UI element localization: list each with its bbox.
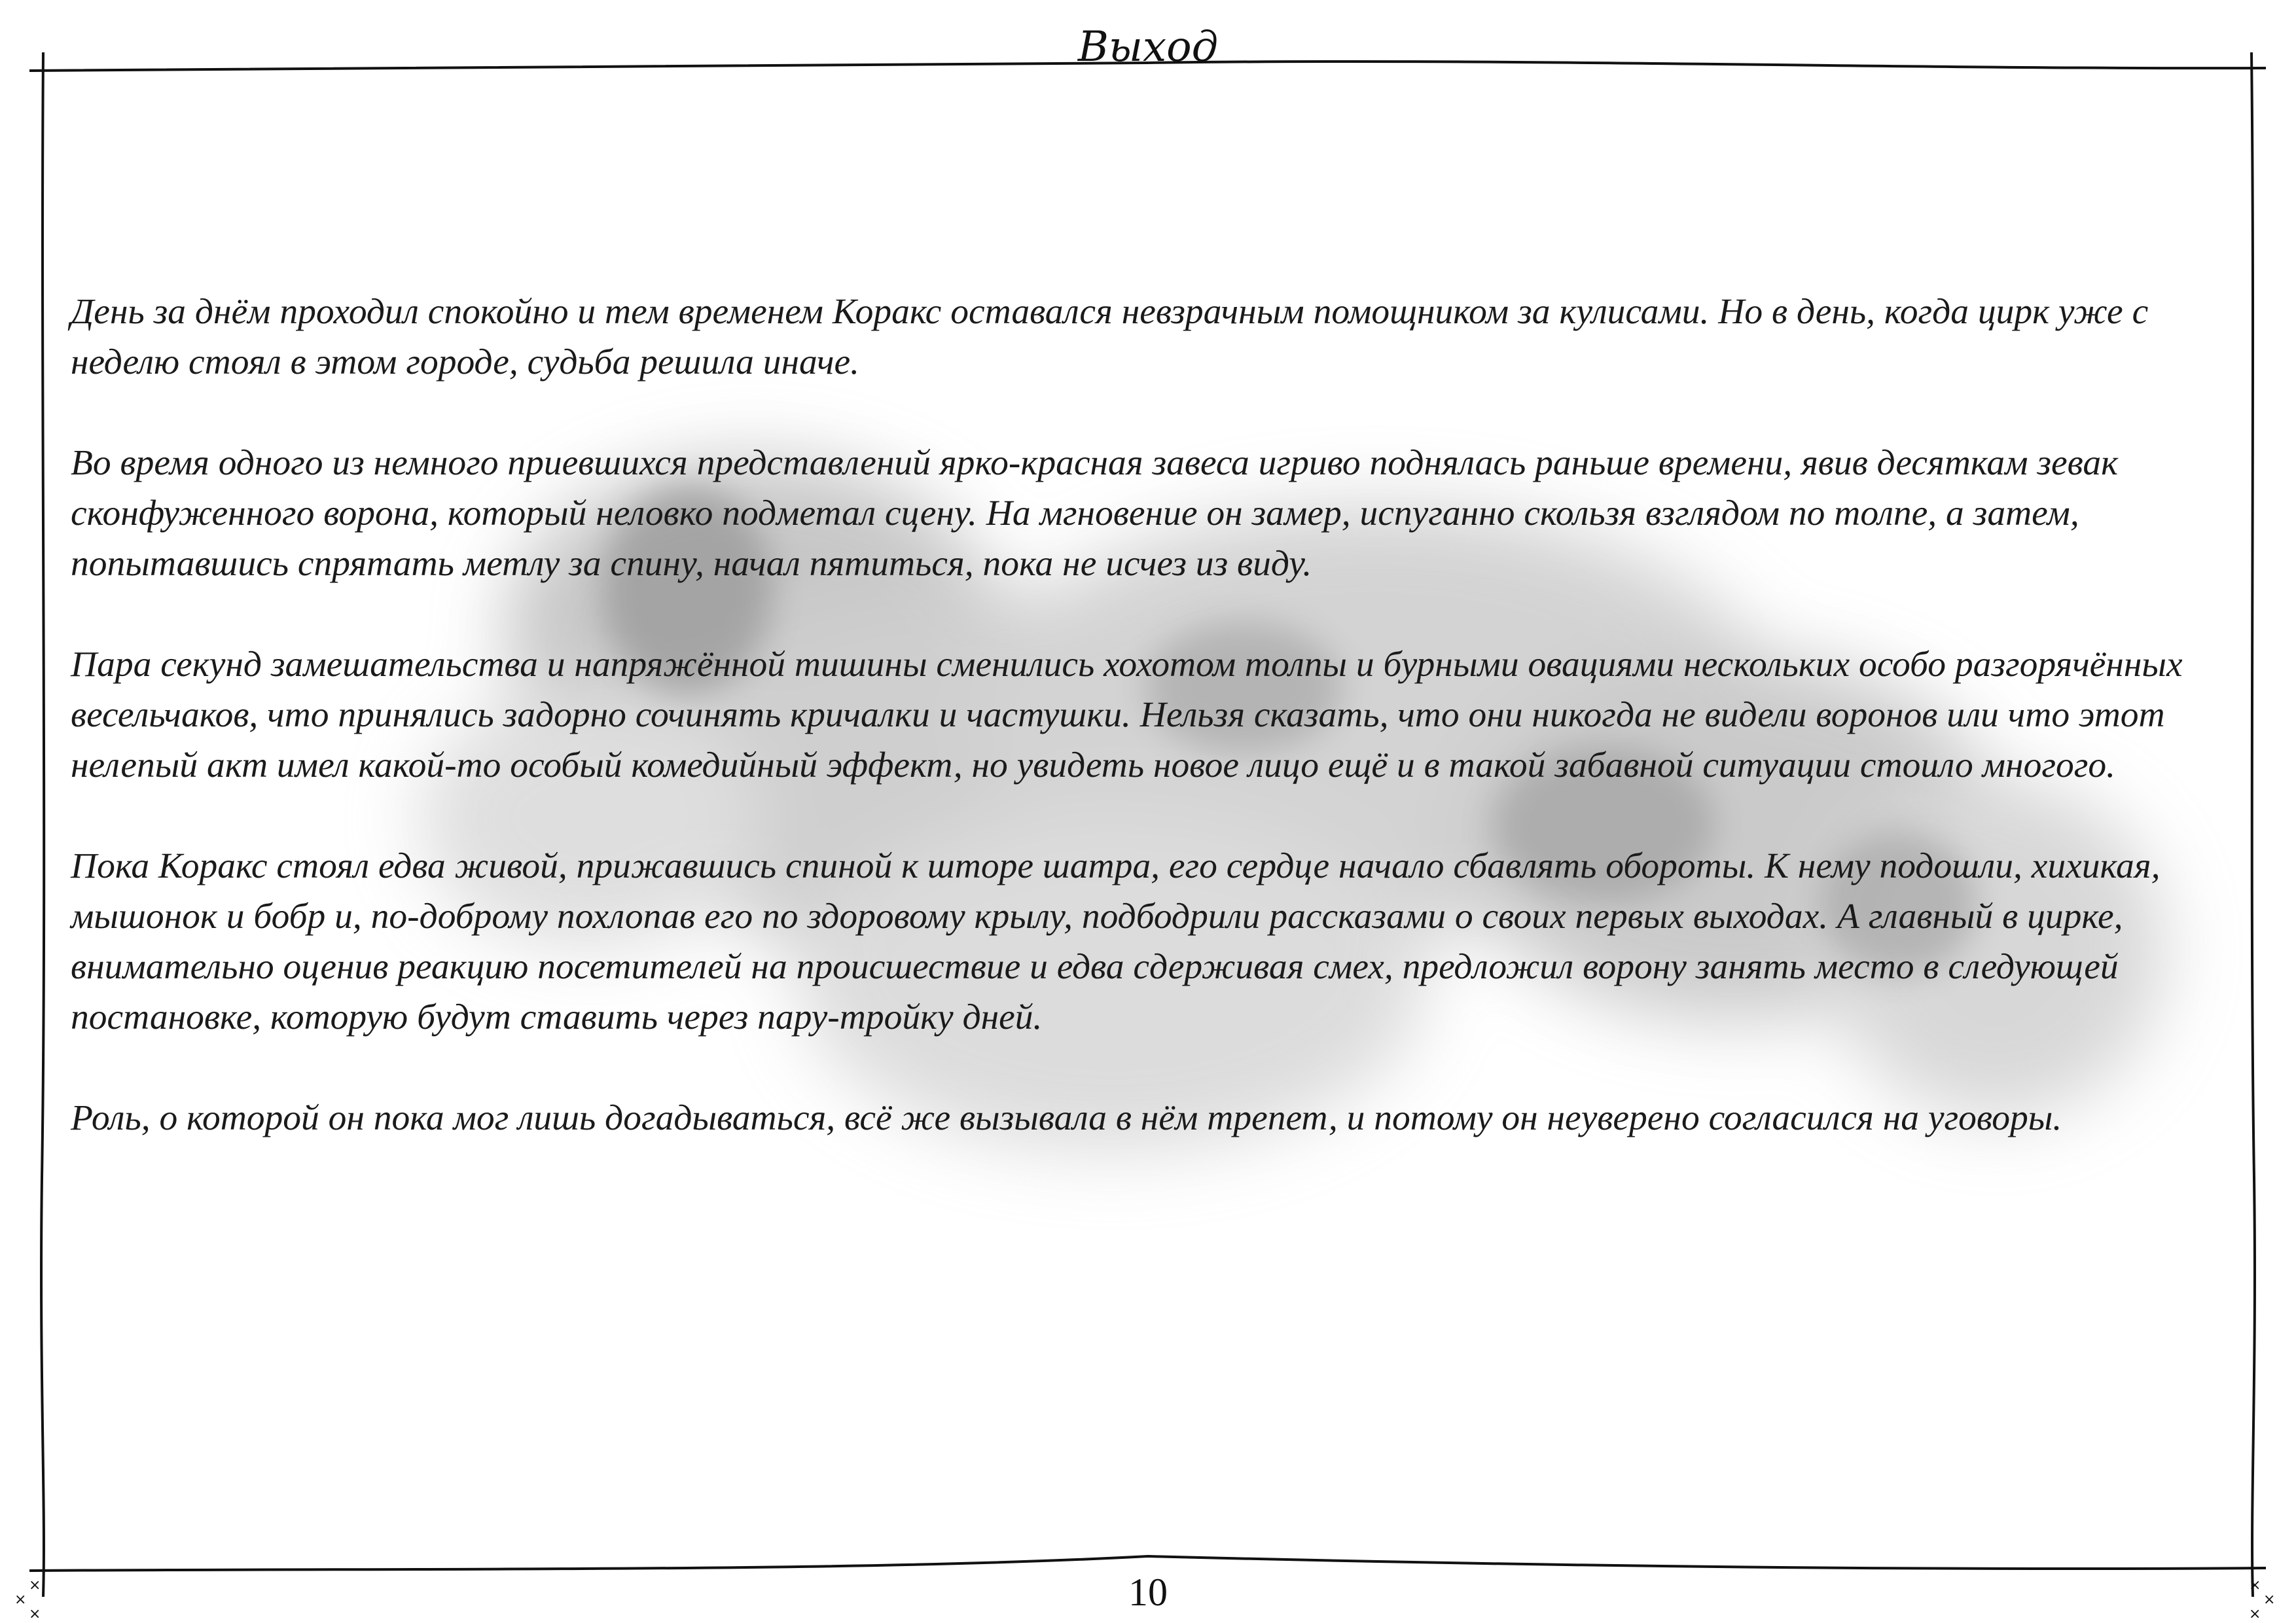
paragraph-4: Пока Коракс стоял едва живой, прижавшись спиной к шторе шатра, его сердце начало сбавлять обороты. К нему подошли, хихикая, мышонок и бобр и, по-доброму похлопав его по здоровому крылу, подбодрили рассказами о своих первых выходах. А главный в цирке, внимательно оценив реакцию посетителей на происшествие и едва сдерживая смех, предложил ворону занять место в следующей постановке, которую будут ставить через пару-тройку дней. [71, 846, 2161, 1037]
body-text [71, 287, 2231, 1308]
paragraph-1: День за днём проходил спокойно и тем временем Коракс оставался невзрачным помощником за кулисами. Но в день, когда цирк уже с неделю стоял в этом городе, судьба решила иначе. [71, 292, 2149, 382]
frame-bottom-line [29, 1556, 2266, 1571]
paragraph-2: Во время одного из немного приевшихся представлений ярко-красная завеса игриво поднялась раньше времени, явив десяткам зевак сконфуженного ворона, который неловко подметал сцену. На мгновение он замер, испуганно скользя взглядом по толпе, а затем, попытавшись спрятать метлу за спину, начал пятиться, пока не исчез из виду. [71, 443, 2119, 584]
bottom-left-corner-mark: × × × [14, 1577, 41, 1622]
chapter-title: Выход [1077, 23, 1219, 71]
paragraph-3: Пара секунд замешательства и напряжённой тишины сменились хохотом толпы и бурными овациями нескольких особо разгорячённых весельчаков, что принялись задорно сочинять кричалки и частушки. Нельзя сказать, что они никогда не видели воронов или что этот нелепый акт имел какой-то особый комедийный эффект, но увидеть новое лицо ещё и в такой забавной ситуации стоило многого. [71, 645, 2183, 785]
frame-left-line [41, 52, 44, 1597]
frame-right-line [2251, 52, 2255, 1597]
page-number: 10 [1128, 1571, 1168, 1614]
paragraph-5: Роль, о которой он пока мог лишь догадываться, всё же вызывала в нём трепет, и потому он неуверено согласился на уговоры. [71, 1098, 2062, 1138]
bottom-right-corner-mark: × × × [2249, 1577, 2276, 1622]
